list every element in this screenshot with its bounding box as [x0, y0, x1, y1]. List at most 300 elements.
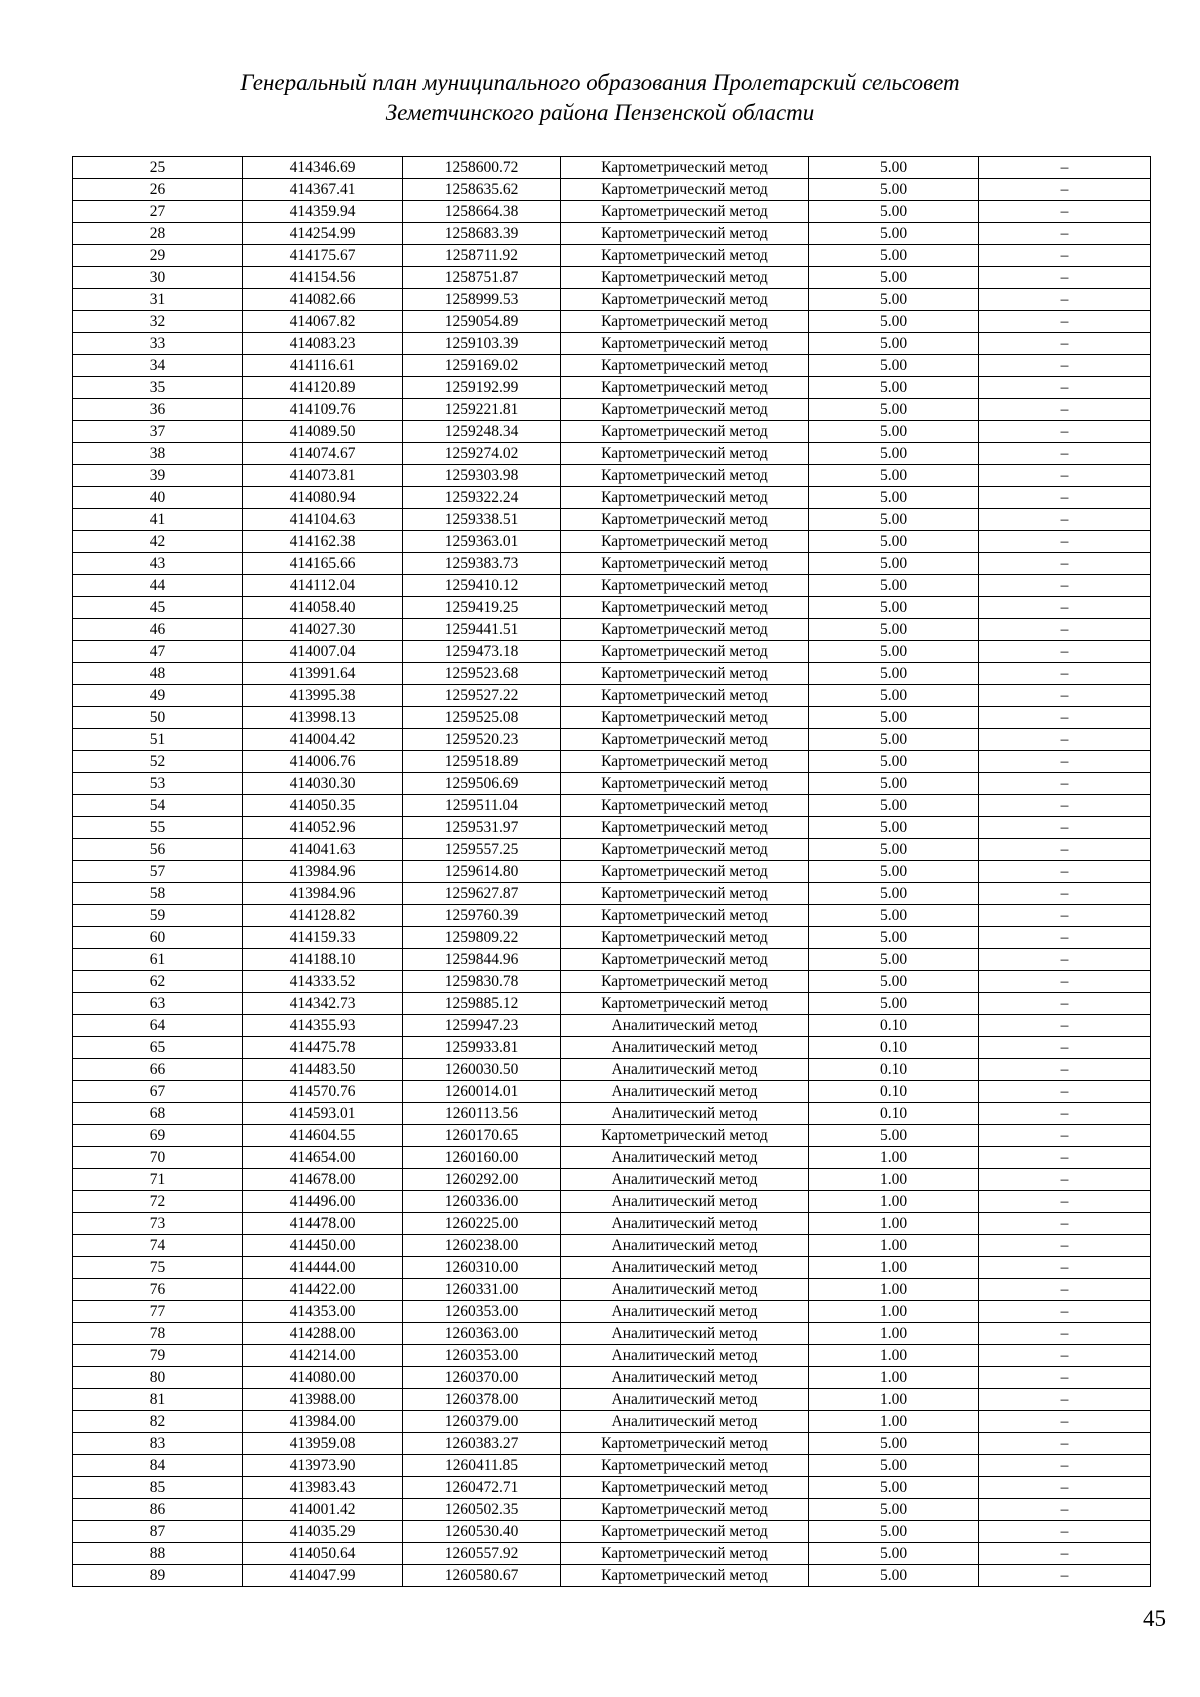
y-coordinate-cell: 1260336.00: [403, 1191, 561, 1213]
point-number-cell: 71: [73, 1169, 243, 1191]
y-coordinate-cell: 1259627.87: [403, 883, 561, 905]
y-coordinate-cell: 1258683.39: [403, 223, 561, 245]
y-coordinate-cell: 1259274.02: [403, 443, 561, 465]
table-row: [73, 1147, 1151, 1169]
point-number-cell: 76: [73, 1279, 243, 1301]
x-coordinate-cell: 413988.00: [243, 1389, 403, 1411]
y-coordinate-cell: 1259614.80: [403, 861, 561, 883]
x-coordinate-cell: 413991.64: [243, 663, 403, 685]
note-cell: –: [979, 1543, 1151, 1565]
x-coordinate-cell: 413959.08: [243, 1433, 403, 1455]
table-row: [73, 817, 1151, 839]
accuracy-cell: 5.00: [809, 333, 979, 355]
x-coordinate-cell: 414030.30: [243, 773, 403, 795]
table-row: [73, 1477, 1151, 1499]
note-cell: –: [979, 905, 1151, 927]
table-row: [73, 377, 1151, 399]
method-cell: Аналитический метод: [561, 1191, 809, 1213]
method-cell: Картометрический метод: [561, 355, 809, 377]
point-number-cell: 56: [73, 839, 243, 861]
method-cell: Картометрический метод: [561, 883, 809, 905]
method-cell: Картометрический метод: [561, 641, 809, 663]
x-coordinate-cell: 414047.99: [243, 1565, 403, 1587]
y-coordinate-cell: 1258751.87: [403, 267, 561, 289]
x-coordinate-cell: 414080.00: [243, 1367, 403, 1389]
note-cell: –: [979, 1169, 1151, 1191]
accuracy-cell: 1.00: [809, 1235, 979, 1257]
point-number-cell: 66: [73, 1059, 243, 1081]
method-cell: Картометрический метод: [561, 663, 809, 685]
method-cell: Аналитический метод: [561, 1169, 809, 1191]
y-coordinate-cell: 1259531.97: [403, 817, 561, 839]
note-cell: –: [979, 157, 1151, 179]
note-cell: –: [979, 773, 1151, 795]
method-cell: Картометрический метод: [561, 795, 809, 817]
table-row: [73, 839, 1151, 861]
x-coordinate-cell: 414353.00: [243, 1301, 403, 1323]
point-number-cell: 63: [73, 993, 243, 1015]
y-coordinate-cell: 1259525.08: [403, 707, 561, 729]
point-number-cell: 42: [73, 531, 243, 553]
x-coordinate-cell: 414050.35: [243, 795, 403, 817]
x-coordinate-cell: 414422.00: [243, 1279, 403, 1301]
point-number-cell: 73: [73, 1213, 243, 1235]
method-cell: Аналитический метод: [561, 1235, 809, 1257]
note-cell: –: [979, 201, 1151, 223]
method-cell: Картометрический метод: [561, 399, 809, 421]
note-cell: –: [979, 685, 1151, 707]
note-cell: –: [979, 1411, 1151, 1433]
accuracy-cell: 5.00: [809, 1521, 979, 1543]
accuracy-cell: 5.00: [809, 531, 979, 553]
table-row: [73, 971, 1151, 993]
y-coordinate-cell: 1260310.00: [403, 1257, 561, 1279]
accuracy-cell: 5.00: [809, 421, 979, 443]
table-row: [73, 1235, 1151, 1257]
note-cell: –: [979, 465, 1151, 487]
method-cell: Картометрический метод: [561, 773, 809, 795]
point-number-cell: 64: [73, 1015, 243, 1037]
point-number-cell: 37: [73, 421, 243, 443]
point-number-cell: 35: [73, 377, 243, 399]
y-coordinate-cell: 1260530.40: [403, 1521, 561, 1543]
method-cell: Картометрический метод: [561, 179, 809, 201]
x-coordinate-cell: 414214.00: [243, 1345, 403, 1367]
method-cell: Картометрический метод: [561, 245, 809, 267]
note-cell: –: [979, 949, 1151, 971]
note-cell: –: [979, 1125, 1151, 1147]
method-cell: Картометрический метод: [561, 487, 809, 509]
accuracy-cell: 5.00: [809, 685, 979, 707]
point-number-cell: 30: [73, 267, 243, 289]
note-cell: –: [979, 839, 1151, 861]
point-number-cell: 44: [73, 575, 243, 597]
point-number-cell: 78: [73, 1323, 243, 1345]
accuracy-cell: 5.00: [809, 487, 979, 509]
y-coordinate-cell: 1259933.81: [403, 1037, 561, 1059]
table-row: [73, 553, 1151, 575]
accuracy-cell: 5.00: [809, 1499, 979, 1521]
point-number-cell: 31: [73, 289, 243, 311]
accuracy-cell: 5.00: [809, 399, 979, 421]
y-coordinate-cell: 1260411.85: [403, 1455, 561, 1477]
note-cell: –: [979, 861, 1151, 883]
x-coordinate-cell: 414050.64: [243, 1543, 403, 1565]
x-coordinate-cell: 413984.96: [243, 861, 403, 883]
y-coordinate-cell: 1259473.18: [403, 641, 561, 663]
note-cell: –: [979, 355, 1151, 377]
point-number-cell: 81: [73, 1389, 243, 1411]
accuracy-cell: 5.00: [809, 795, 979, 817]
x-coordinate-cell: 413995.38: [243, 685, 403, 707]
point-number-cell: 59: [73, 905, 243, 927]
method-cell: Картометрический метод: [561, 1543, 809, 1565]
point-number-cell: 62: [73, 971, 243, 993]
method-cell: Картометрический метод: [561, 861, 809, 883]
method-cell: Картометрический метод: [561, 927, 809, 949]
y-coordinate-cell: 1260472.71: [403, 1477, 561, 1499]
table-row: [73, 619, 1151, 641]
point-number-cell: 58: [73, 883, 243, 905]
note-cell: –: [979, 311, 1151, 333]
point-number-cell: 80: [73, 1367, 243, 1389]
x-coordinate-cell: 414678.00: [243, 1169, 403, 1191]
accuracy-cell: 1.00: [809, 1147, 979, 1169]
note-cell: –: [979, 641, 1151, 663]
x-coordinate-cell: 413984.96: [243, 883, 403, 905]
method-cell: Картометрический метод: [561, 751, 809, 773]
method-cell: Картометрический метод: [561, 553, 809, 575]
method-cell: Картометрический метод: [561, 597, 809, 619]
table-row: [73, 1257, 1151, 1279]
point-number-cell: 89: [73, 1565, 243, 1587]
y-coordinate-cell: 1258711.92: [403, 245, 561, 267]
method-cell: Аналитический метод: [561, 1081, 809, 1103]
method-cell: Аналитический метод: [561, 1367, 809, 1389]
table-row: [73, 355, 1151, 377]
y-coordinate-cell: 1260363.00: [403, 1323, 561, 1345]
note-cell: –: [979, 1081, 1151, 1103]
x-coordinate-cell: 414058.40: [243, 597, 403, 619]
y-coordinate-cell: 1259760.39: [403, 905, 561, 927]
y-coordinate-cell: 1259830.78: [403, 971, 561, 993]
accuracy-cell: 1.00: [809, 1213, 979, 1235]
note-cell: –: [979, 1565, 1151, 1587]
x-coordinate-cell: 414120.89: [243, 377, 403, 399]
table-row: [73, 1081, 1151, 1103]
table-row: [73, 707, 1151, 729]
note-cell: –: [979, 223, 1151, 245]
accuracy-cell: 1.00: [809, 1191, 979, 1213]
table-row: [73, 531, 1151, 553]
note-cell: –: [979, 1433, 1151, 1455]
y-coordinate-cell: 1260557.92: [403, 1543, 561, 1565]
point-number-cell: 55: [73, 817, 243, 839]
method-cell: Картометрический метод: [561, 267, 809, 289]
y-coordinate-cell: 1260331.00: [403, 1279, 561, 1301]
point-number-cell: 82: [73, 1411, 243, 1433]
method-cell: Аналитический метод: [561, 1015, 809, 1037]
y-coordinate-cell: 1260170.65: [403, 1125, 561, 1147]
accuracy-cell: 5.00: [809, 223, 979, 245]
point-number-cell: 39: [73, 465, 243, 487]
point-number-cell: 65: [73, 1037, 243, 1059]
method-cell: Аналитический метод: [561, 1103, 809, 1125]
x-coordinate-cell: 414355.93: [243, 1015, 403, 1037]
y-coordinate-cell: 1259557.25: [403, 839, 561, 861]
note-cell: –: [979, 509, 1151, 531]
table-row: [73, 311, 1151, 333]
table-row: [73, 1191, 1151, 1213]
method-cell: Аналитический метод: [561, 1389, 809, 1411]
table-row: [73, 1059, 1151, 1081]
y-coordinate-cell: 1260160.00: [403, 1147, 561, 1169]
note-cell: –: [979, 729, 1151, 751]
point-number-cell: 86: [73, 1499, 243, 1521]
x-coordinate-cell: 414089.50: [243, 421, 403, 443]
point-number-cell: 28: [73, 223, 243, 245]
x-coordinate-cell: 413998.13: [243, 707, 403, 729]
note-cell: –: [979, 267, 1151, 289]
point-number-cell: 88: [73, 1543, 243, 1565]
table-row: [73, 1301, 1151, 1323]
x-coordinate-cell: 414159.33: [243, 927, 403, 949]
point-number-cell: 32: [73, 311, 243, 333]
accuracy-cell: 5.00: [809, 465, 979, 487]
table-row: [73, 1389, 1151, 1411]
x-coordinate-cell: 414478.00: [243, 1213, 403, 1235]
y-coordinate-cell: 1259410.12: [403, 575, 561, 597]
method-cell: Картометрический метод: [561, 729, 809, 751]
method-cell: Аналитический метод: [561, 1147, 809, 1169]
x-coordinate-cell: 414444.00: [243, 1257, 403, 1279]
x-coordinate-cell: 414165.66: [243, 553, 403, 575]
x-coordinate-cell: 414128.82: [243, 905, 403, 927]
method-cell: Картометрический метод: [561, 575, 809, 597]
table-row: [73, 1345, 1151, 1367]
method-cell: Аналитический метод: [561, 1213, 809, 1235]
point-number-cell: 49: [73, 685, 243, 707]
point-number-cell: 27: [73, 201, 243, 223]
y-coordinate-cell: 1259885.12: [403, 993, 561, 1015]
table-row: [73, 575, 1151, 597]
accuracy-cell: 0.10: [809, 1103, 979, 1125]
point-number-cell: 67: [73, 1081, 243, 1103]
coordinates-table: [72, 156, 1151, 1587]
point-number-cell: 33: [73, 333, 243, 355]
x-coordinate-cell: 414001.42: [243, 1499, 403, 1521]
y-coordinate-cell: 1259303.98: [403, 465, 561, 487]
y-coordinate-cell: 1260030.50: [403, 1059, 561, 1081]
table-row: [73, 333, 1151, 355]
accuracy-cell: 1.00: [809, 1367, 979, 1389]
x-coordinate-cell: 414475.78: [243, 1037, 403, 1059]
note-cell: –: [979, 1301, 1151, 1323]
point-number-cell: 79: [73, 1345, 243, 1367]
y-coordinate-cell: 1259248.34: [403, 421, 561, 443]
table-row: [73, 861, 1151, 883]
note-cell: –: [979, 1279, 1151, 1301]
table-row: [73, 905, 1151, 927]
method-cell: Картометрический метод: [561, 1521, 809, 1543]
note-cell: –: [979, 421, 1151, 443]
table-row: [73, 487, 1151, 509]
point-number-cell: 25: [73, 157, 243, 179]
y-coordinate-cell: 1259520.23: [403, 729, 561, 751]
method-cell: Аналитический метод: [561, 1059, 809, 1081]
x-coordinate-cell: 414116.61: [243, 355, 403, 377]
accuracy-cell: 0.10: [809, 1081, 979, 1103]
note-cell: –: [979, 399, 1151, 421]
accuracy-cell: 1.00: [809, 1389, 979, 1411]
note-cell: –: [979, 1037, 1151, 1059]
note-cell: –: [979, 443, 1151, 465]
point-number-cell: 51: [73, 729, 243, 751]
method-cell: Картометрический метод: [561, 443, 809, 465]
y-coordinate-cell: 1259221.81: [403, 399, 561, 421]
method-cell: Картометрический метод: [561, 971, 809, 993]
accuracy-cell: 5.00: [809, 971, 979, 993]
coordinates-table-body: [73, 157, 1151, 1587]
table-row: [73, 1037, 1151, 1059]
table-row: [73, 1433, 1151, 1455]
accuracy-cell: 5.00: [809, 355, 979, 377]
note-cell: –: [979, 1367, 1151, 1389]
table-row: [73, 663, 1151, 685]
note-cell: –: [979, 1015, 1151, 1037]
y-coordinate-cell: 1259383.73: [403, 553, 561, 575]
table-row: [73, 685, 1151, 707]
point-number-cell: 45: [73, 597, 243, 619]
accuracy-cell: 5.00: [809, 289, 979, 311]
point-number-cell: 48: [73, 663, 243, 685]
x-coordinate-cell: 414604.55: [243, 1125, 403, 1147]
accuracy-cell: 5.00: [809, 773, 979, 795]
note-cell: –: [979, 1389, 1151, 1411]
point-number-cell: 61: [73, 949, 243, 971]
accuracy-cell: 5.00: [809, 707, 979, 729]
x-coordinate-cell: 414570.76: [243, 1081, 403, 1103]
accuracy-cell: 5.00: [809, 949, 979, 971]
y-coordinate-cell: 1259192.99: [403, 377, 561, 399]
method-cell: Картометрический метод: [561, 531, 809, 553]
point-number-cell: 60: [73, 927, 243, 949]
y-coordinate-cell: 1260238.00: [403, 1235, 561, 1257]
table-row: [73, 1455, 1151, 1477]
y-coordinate-cell: 1260379.00: [403, 1411, 561, 1433]
point-number-cell: 40: [73, 487, 243, 509]
table-row: [73, 443, 1151, 465]
point-number-cell: 69: [73, 1125, 243, 1147]
accuracy-cell: 5.00: [809, 1125, 979, 1147]
method-cell: Картометрический метод: [561, 817, 809, 839]
header-title-line-2: Земетчинского района Пензенской области: [385, 100, 815, 125]
y-coordinate-cell: 1259054.89: [403, 311, 561, 333]
note-cell: –: [979, 1499, 1151, 1521]
y-coordinate-cell: 1260292.00: [403, 1169, 561, 1191]
table-row: [73, 1169, 1151, 1191]
accuracy-cell: 5.00: [809, 817, 979, 839]
x-coordinate-cell: 414254.99: [243, 223, 403, 245]
x-coordinate-cell: 414367.41: [243, 179, 403, 201]
point-number-cell: 41: [73, 509, 243, 531]
x-coordinate-cell: 414035.29: [243, 1521, 403, 1543]
table-row: [73, 641, 1151, 663]
y-coordinate-cell: 1258635.62: [403, 179, 561, 201]
table-row: [73, 795, 1151, 817]
method-cell: Картометрический метод: [561, 839, 809, 861]
point-number-cell: 47: [73, 641, 243, 663]
table-row: [73, 223, 1151, 245]
point-number-cell: 85: [73, 1477, 243, 1499]
method-cell: Картометрический метод: [561, 1565, 809, 1587]
y-coordinate-cell: 1259419.25: [403, 597, 561, 619]
y-coordinate-cell: 1260014.01: [403, 1081, 561, 1103]
method-cell: Аналитический метод: [561, 1279, 809, 1301]
note-cell: –: [979, 553, 1151, 575]
x-coordinate-cell: 414450.00: [243, 1235, 403, 1257]
point-number-cell: 43: [73, 553, 243, 575]
x-coordinate-cell: 414346.69: [243, 157, 403, 179]
table-row: [73, 201, 1151, 223]
note-cell: –: [979, 575, 1151, 597]
table-row: [73, 729, 1151, 751]
point-number-cell: 72: [73, 1191, 243, 1213]
table-row: [73, 509, 1151, 531]
note-cell: –: [979, 1345, 1151, 1367]
table-row: [73, 1521, 1151, 1543]
note-cell: –: [979, 289, 1151, 311]
x-coordinate-cell: 413973.90: [243, 1455, 403, 1477]
accuracy-cell: 0.10: [809, 1059, 979, 1081]
y-coordinate-cell: 1260113.56: [403, 1103, 561, 1125]
method-cell: Картометрический метод: [561, 421, 809, 443]
table-row: [73, 289, 1151, 311]
point-number-cell: 54: [73, 795, 243, 817]
table-row: [73, 1323, 1151, 1345]
y-coordinate-cell: 1260502.35: [403, 1499, 561, 1521]
accuracy-cell: 5.00: [809, 905, 979, 927]
y-coordinate-cell: 1259523.68: [403, 663, 561, 685]
y-coordinate-cell: 1259844.96: [403, 949, 561, 971]
note-cell: –: [979, 531, 1151, 553]
method-cell: Аналитический метод: [561, 1323, 809, 1345]
x-coordinate-cell: 414483.50: [243, 1059, 403, 1081]
y-coordinate-cell: 1259322.24: [403, 487, 561, 509]
note-cell: –: [979, 487, 1151, 509]
point-number-cell: 36: [73, 399, 243, 421]
note-cell: –: [979, 707, 1151, 729]
accuracy-cell: 5.00: [809, 927, 979, 949]
note-cell: –: [979, 619, 1151, 641]
accuracy-cell: 0.10: [809, 1015, 979, 1037]
x-coordinate-cell: 414496.00: [243, 1191, 403, 1213]
note-cell: –: [979, 993, 1151, 1015]
point-number-cell: 77: [73, 1301, 243, 1323]
x-coordinate-cell: 414073.81: [243, 465, 403, 487]
accuracy-cell: 1.00: [809, 1345, 979, 1367]
y-coordinate-cell: 1260353.00: [403, 1345, 561, 1367]
accuracy-cell: 5.00: [809, 509, 979, 531]
method-cell: Аналитический метод: [561, 1411, 809, 1433]
accuracy-cell: 5.00: [809, 1543, 979, 1565]
method-cell: Картометрический метод: [561, 465, 809, 487]
y-coordinate-cell: 1260370.00: [403, 1367, 561, 1389]
table-row: [73, 157, 1151, 179]
note-cell: –: [979, 245, 1151, 267]
method-cell: Картометрический метод: [561, 619, 809, 641]
table-row: [73, 421, 1151, 443]
